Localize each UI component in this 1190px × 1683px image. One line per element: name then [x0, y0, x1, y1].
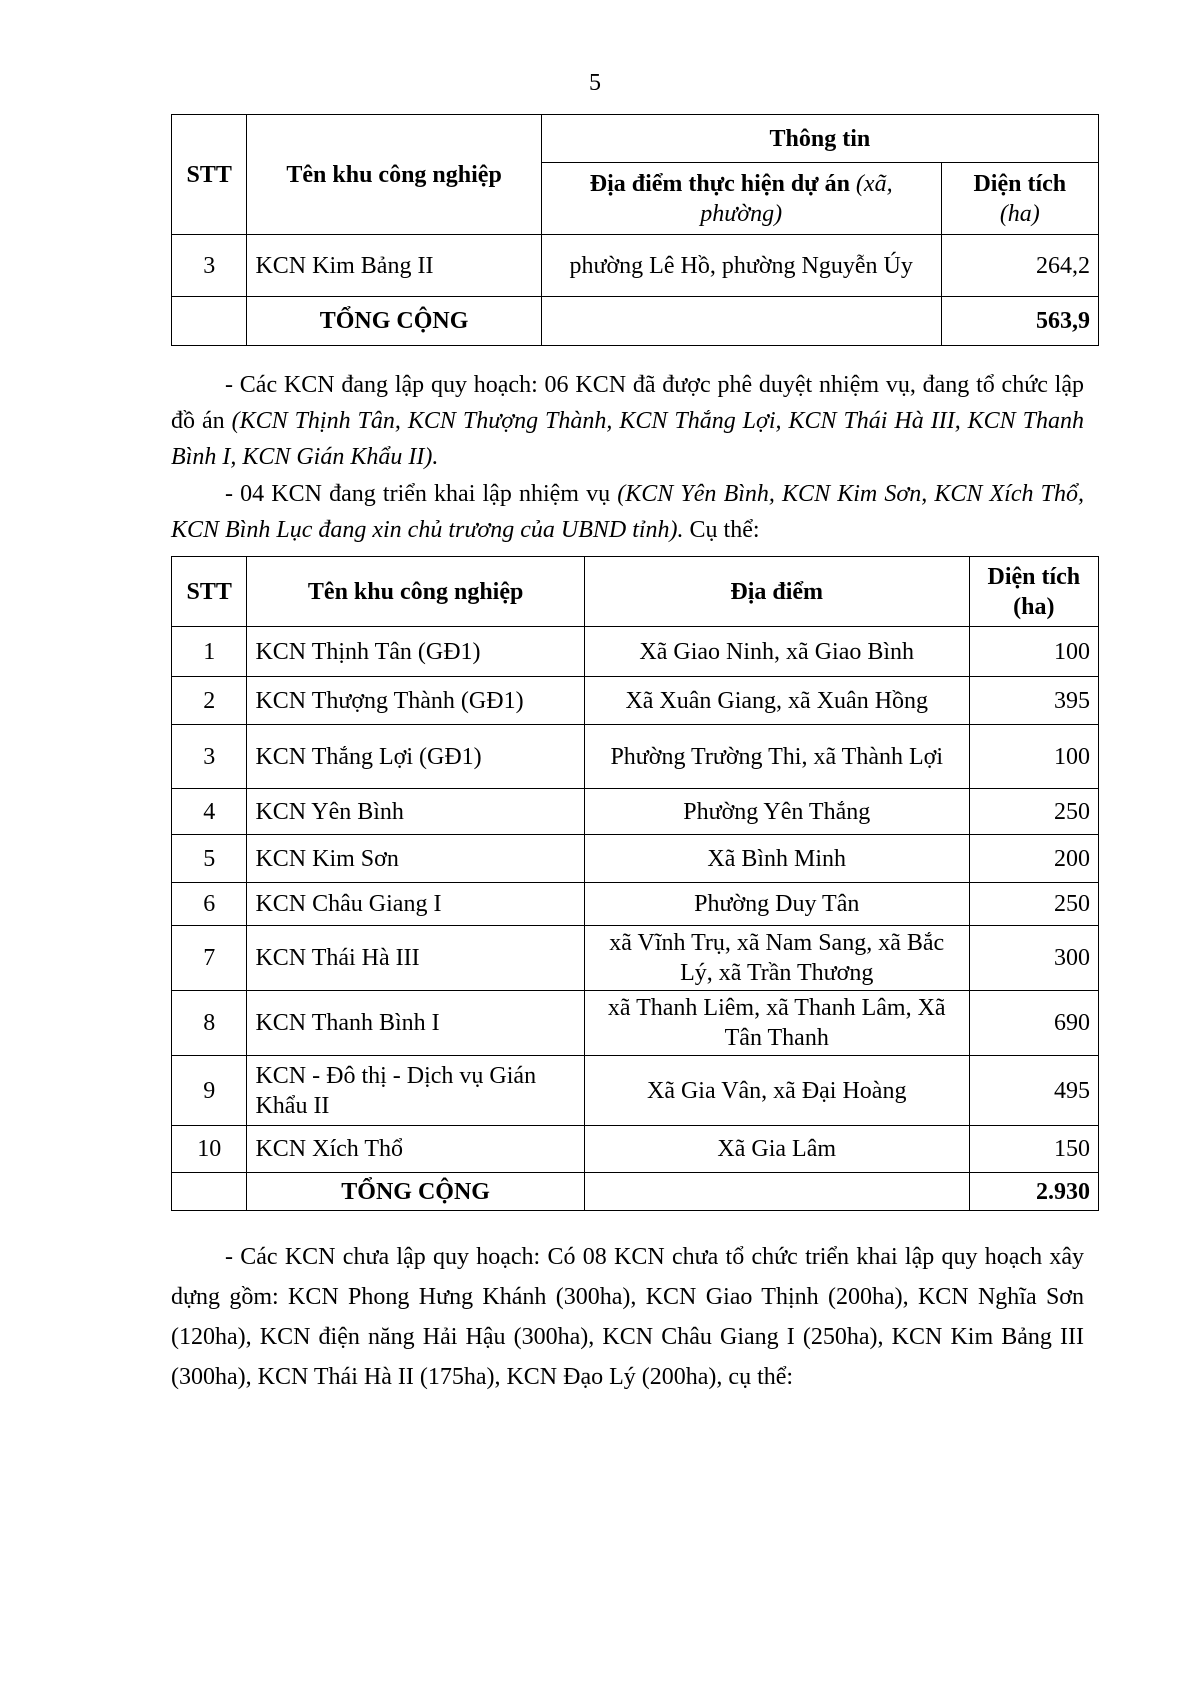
header-stt: STT — [172, 557, 247, 627]
table-row — [172, 1126, 1099, 1173]
row-area: 395 — [969, 677, 1098, 725]
row-stt: 8 — [172, 991, 247, 1056]
row-location: Phường Yên Thắng — [584, 789, 969, 835]
table-row — [172, 1056, 1099, 1126]
table-row — [172, 991, 1099, 1056]
row-zone-name: KCN Yên Bình — [247, 789, 584, 835]
row-zone-name: KCN Châu Giang I — [247, 883, 584, 926]
row-zone-name: KCN Thanh Bình I — [247, 991, 584, 1056]
paragraph-planning-list: (KCN Thịnh Tân, KCN Thượng Thành, KCN Thắng Lợi, KCN Thái Hà III, KCN Thanh Bình I, KCN Gián Khẩu II). — [171, 408, 1084, 470]
row-area: 200 — [969, 835, 1098, 883]
row-stt: 4 — [172, 789, 247, 835]
total-empty-cell — [541, 297, 941, 346]
header-zone-name: Tên khu công nghiệp — [247, 557, 584, 627]
row-zone-name: KCN Xích Thổ — [247, 1126, 584, 1173]
total-value: 563,9 — [941, 297, 1098, 346]
total-value: 2.930 — [969, 1173, 1098, 1211]
total-row — [172, 1173, 1099, 1211]
header-location: Địa điểm — [584, 557, 969, 627]
header-location-label: Địa điểm thực hiện dự án — [589, 170, 850, 197]
row-stt: 7 — [172, 926, 247, 991]
header-area-label: Diện tích — [973, 170, 1067, 197]
row-zone-name: KCN Kim Bảng II — [247, 235, 541, 297]
row-area: 250 — [969, 883, 1098, 926]
table-row — [172, 789, 1099, 835]
row-location: Phường Duy Tân — [584, 883, 969, 926]
row-zone-name: KCN - Đô thị - Dịch vụ Gián Khẩu II — [247, 1056, 584, 1126]
row-area: 264,2 — [941, 235, 1098, 297]
row-zone-name: KCN Thái Hà III — [247, 926, 584, 991]
row-area: 690 — [969, 991, 1098, 1056]
row-area: 300 — [969, 926, 1098, 991]
row-zone-name: KCN Kim Sơn — [247, 835, 584, 883]
total-label: TỔNG CỘNG — [247, 297, 541, 346]
header-stt: STT — [172, 115, 247, 235]
row-stt: 2 — [172, 677, 247, 725]
paragraph-not-planned-text: - Các KCN chưa lập quy hoạch: Có 08 KCN chưa tổ chức triển khai lập quy hoạch xây dựng gồm: KCN Phong Hưng Khánh (300ha), KCN Giao Thịnh (200ha), KCN Nghĩa Sơn (120ha), KCN điện năng Hải Hậu (300ha), KCN Châu Giang I (250ha), KCN Kim Bảng III (300ha), KCN Thái Hà II (175ha), KCN Đạo Lý (200ha), cụ thể: — [171, 1244, 1084, 1390]
row-stt: 3 — [172, 725, 247, 789]
row-zone-name: KCN Thượng Thành (GĐ1) — [247, 677, 584, 725]
row-area: 495 — [969, 1056, 1098, 1126]
total-stt-cell — [172, 1173, 247, 1211]
table-row — [172, 883, 1099, 926]
row-location: Xã Bình Minh — [584, 835, 969, 883]
paragraph-planning-text: - Các KCN đang lập quy hoạch: 06 KCN đã được phê duyệt nhiệm vụ, đang tổ chức lập đồ án — [171, 372, 1084, 434]
total-label: TỔNG CỘNG — [247, 1173, 584, 1211]
row-location: Xã Gia Lâm — [584, 1126, 969, 1173]
paragraph-tasks-tail: Cụ thể: — [683, 517, 760, 543]
total-empty-cell — [584, 1173, 969, 1211]
row-location: Phường Trường Thi, xã Thành Lợi — [584, 725, 969, 789]
header-area: Diện tích (ha) — [969, 557, 1098, 627]
page-number: 5 — [589, 70, 601, 96]
row-location: Xã Gia Vân, xã Đại Hoàng — [584, 1056, 969, 1126]
industrial-zones-planning-table — [171, 556, 1099, 1211]
row-location: Xã Xuân Giang, xã Xuân Hồng — [584, 677, 969, 725]
table-row — [172, 725, 1099, 789]
table-row — [172, 627, 1099, 677]
row-location: xã Vĩnh Trụ, xã Nam Sang, xã Bắc Lý, xã Trần Thương — [584, 926, 969, 991]
paragraph-tasks-text: - 04 KCN đang triển khai lập nhiệm vụ — [225, 481, 618, 507]
table-row — [172, 926, 1099, 991]
row-stt: 9 — [172, 1056, 247, 1126]
row-zone-name: KCN Thắng Lợi (GĐ1) — [247, 725, 584, 789]
row-stt: 1 — [172, 627, 247, 677]
header-area — [941, 163, 1098, 235]
row-area: 100 — [969, 627, 1098, 677]
row-area: 250 — [969, 789, 1098, 835]
header-info: Thông tin — [541, 115, 1098, 163]
paragraph-not-planned — [171, 1237, 1084, 1397]
row-location: phường Lê Hồ, phường Nguyễn Úy — [541, 235, 941, 297]
row-stt: 6 — [172, 883, 247, 926]
table-row — [172, 835, 1099, 883]
header-location-unit: (xã, phường) — [700, 170, 893, 227]
paragraph-tasks — [171, 476, 1084, 548]
header-area-unit: (ha) — [999, 200, 1040, 227]
table-row — [172, 677, 1099, 725]
paragraph-tasks-list: (KCN Yên Bình, KCN Kim Sơn, KCN Xích Thổ, KCN Bình Lục đang xin chủ trương của UBND tỉnh). — [171, 481, 1084, 543]
header-location — [541, 163, 941, 235]
row-location: xã Thanh Liêm, xã Thanh Lâm, Xã Tân Thanh — [584, 991, 969, 1056]
table-row — [172, 235, 1099, 297]
row-area: 100 — [969, 725, 1098, 789]
row-location: Xã Giao Ninh, xã Giao Bình — [584, 627, 969, 677]
industrial-zones-table-continued — [171, 114, 1099, 346]
total-stt-cell — [172, 297, 247, 346]
row-stt: 10 — [172, 1126, 247, 1173]
header-zone-name: Tên khu công nghiệp — [247, 115, 541, 235]
row-stt: 5 — [172, 835, 247, 883]
row-stt: 3 — [172, 235, 247, 297]
total-row — [172, 297, 1099, 346]
row-zone-name: KCN Thịnh Tân (GĐ1) — [247, 627, 584, 677]
row-area: 150 — [969, 1126, 1098, 1173]
paragraph-planning — [171, 367, 1084, 475]
